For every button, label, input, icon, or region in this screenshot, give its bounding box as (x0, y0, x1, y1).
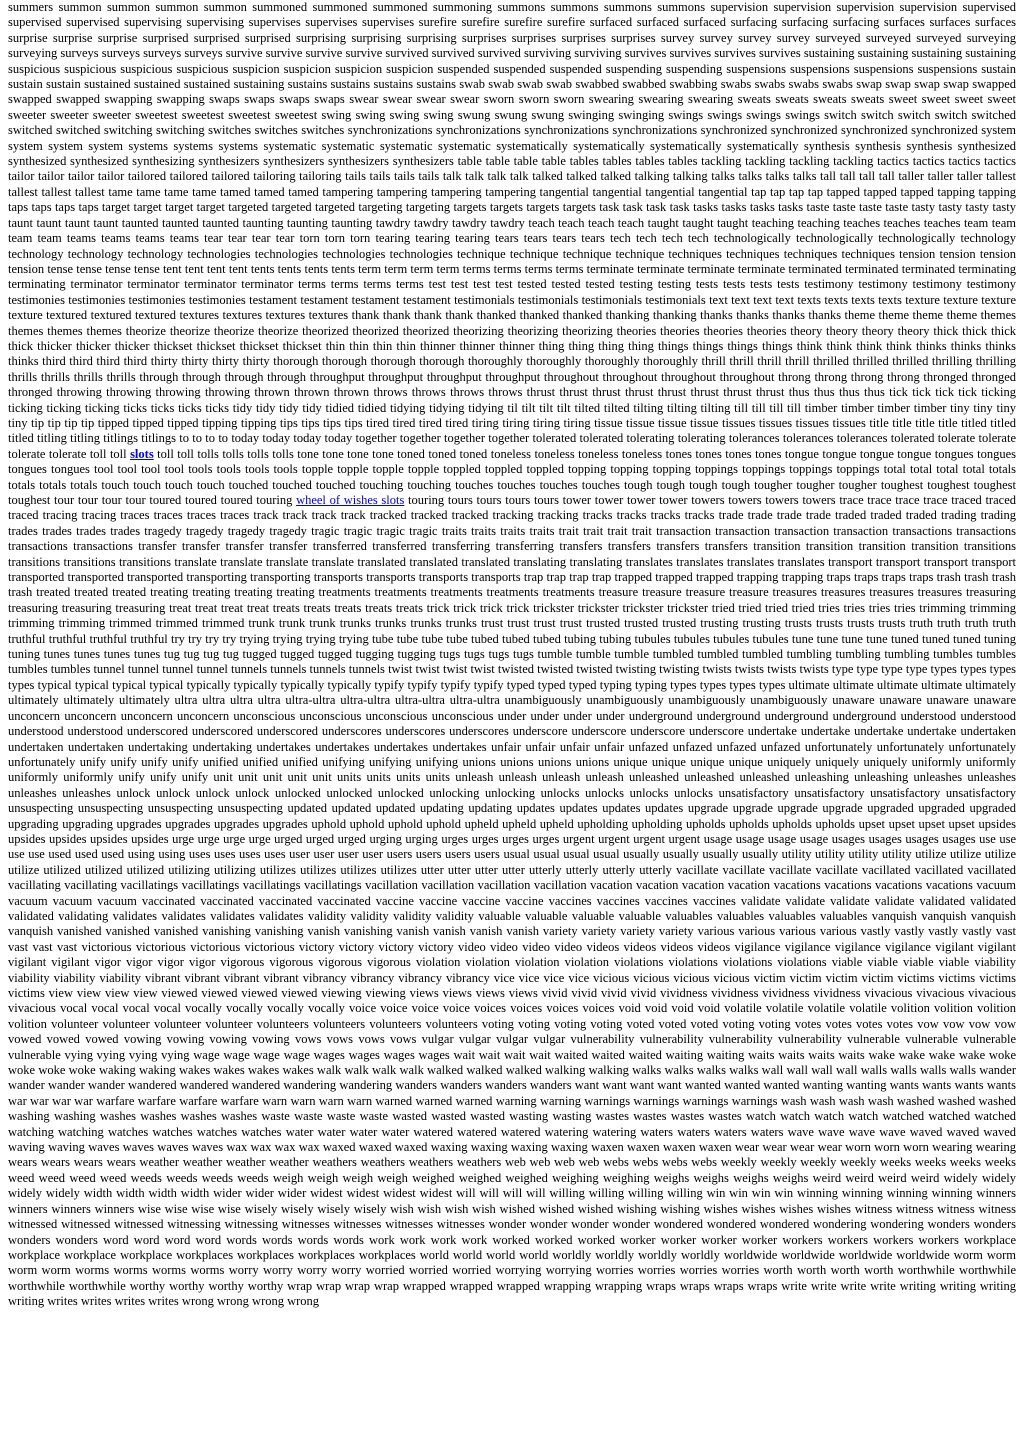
slots-link[interactable]: slots (130, 446, 154, 461)
word-run-2: toll toll tolls tolls tolls tolls tone tone tone tone toned toned toned toneless toneless toneless toneless tones tones tones tones tongue tongue tongue tongue tongues tongues tongues tongues tool tool tool tool tools tools tools tools topple topple topple topple toppled toppled toppled topping topping topping toppings toppings toppings toppings total total total total totals totals totals totals touch touch touch touch touched touched touched touching touching touches touches touches touches tough tough tough tough tougher tougher tougher toughest toughest toughest toughest tour tour tour tour toured toured toured touring (8, 446, 1016, 507)
wheel-of-wishes-slots-link[interactable]: wheel of wishes slots (296, 493, 405, 507)
word-list-paragraph (8, 0, 1016, 1310)
word-run-0: summers summon summon summon summon summoned summoned summoned summoning summons summons summons summons supervision supervision supervision supervision supervised supervised supervised supervising supervising supervises supervises supervises surefire surefire surefire surefire surfaced surfaced surfaced surfacing surfacing surfacing surfaces surfaces surfaces surprise surprise surprise surprised surprised surprised surprising surprising surprising surprises surprises surprises surprises survey survey survey survey surveyed surveyed surveyed surveying surveying surveys surveys surveys surveys survive survive survive survive survived survived survived surviving surviving survives survives survives survives sustaining sustaining sustaining sustaining suspicious suspicious suspicious suspicious suspicion suspicion suspicion suspicion suspended suspended suspended suspending suspending suspensions suspensions suspensions suspensions sustain sustain sustain sustained sustained sustained sustaining sustains sustains sustains sustains swab swab swab swab swabbed swabbed swabbing swabs swabs swabs swabs swap swap swap swap swapped swapped swapped swapping swapping swaps swaps swaps swaps swear swear swear swear sworn sworn sworn swearing swearing swearing sweats sweats sweats sweats sweet sweet sweet sweet sweeter sweeter sweeter sweetest sweetest sweetest sweetest swing swing swing swing swung swung swung swinging swinging swings swings swings swings switch switch switch switch switched switched switched switching switching switches switches switches synchronizations synchronizations synchronizations synchronizations synchronized synchronized synchronized synchronized system system system system systems systems systems systematic systematic systematic systematic systematically systematically systematically systematically synthesis synthesis synthesis synthesized synthesized synthesized synthesizing synthesizers synthesizers synthesizers synthesizers table table table table tables tables tables tables tackling tackling tackling tackling tactics tactics tactics tactics tailor tailor tailor tailor tailored tailored tailored tailoring tailoring tails tails tails tails talk talk talk talk talked talked talked talking talking talks talks talks talks tall tall tall tall taller taller taller tallest tallest tallest tallest tame tame tame tame tamed tamed tamed tampering tampering tampering tampering tangential tangential tangential tangential tap tap tap tap tapped tapped tapped tapping tapping taps taps taps taps target target target target targeted targeted targeted targeting targeting targets targets targets targets task task task task tasks tasks tasks tasks taste taste taste taste tasty tasty tasty tasty taunt taunt taunt taunt taunted taunted taunted taunting taunting taunting tawdry tawdry tawdry tawdry teach teach teach teach taught taught taught teaching teaching teaches teaches teaches team team team team teams teams teams teams tear tear tear tear torn torn torn tearing tearing tearing tears tears tears tears tech tech tech tech technologically technologically technologically technology technology technology technology technologies technologies technologies technologies technique technique technique technique techniques techniques techniques techniques tension tension tension tension tense tense tense tense tent tent tent tent tents tents tents tents term term term term terms terms terms terms terminate terminate terminate terminate terminated terminated terminated terminating terminating terminator terminator terminator terminator terms terms terms terms test test test test tested tested tested testing testing tests tests tests tests testimony testimony testimony testimony testimonies testimonies testimonies testimonies testament testament testament testament testimonials testimonials testimonials testimonials text text text text texts texts texts texts texture texture texture texture textured textured textured textures textures textures textures thank thank thank thank thanked thanked thanked thanking thanking thanks thanks thanks thanks theme theme theme theme themes themes themes themes theorize theorize theorize theorize theorized theorized theorized theorizing theorizing theorizing theories theories theories theories theory theory theory theory thick thick thick thick thicker thicker thicker thickset thickset thickset thickset thin thin thin thin thinner thinner thinner thing thing thing thing things things things things think think think think thinks thinks thinks thinks third third third third thirty thirty thirty thirty thorough thorough thorough thorough thoroughly thoroughly thoroughly thoroughly thrill thrill thrill thrill thrilled thrilled thrilled thrilling thrilling thrills thrills thrills thrills through through through through throughput throughput throughput throughput throughout throughout throughout throughout throng throng throng throng thronged thronged thronged throwing throwing throwing throwing thrown thrown thrown throws throws throws throws thrust thrust thrust thrust thrust thrust thrust thrust thus thus thus thus tick tick tick tick ticking ticking ticking ticking ticks ticks ticks ticks tidy tidy tidy tidy tidied tidied tidying tidying tidying til tilt tilt tilt tilted tilted tilting tilting tilting till till till till timber timber timber timber tiny tiny tiny tiny tip tip tip tip tipped tipped tipped tipping tipping tips tips tips tips tired tired tired tired tiring tiring tiring tiring tissue tissue tissue tissue tissues tissues tissues tissues title title title title titled titled titled titling titling titlings titlings to to to to today today today today together together together together tolerated tolerated tolerating tolerating tolerances tolerances tolerances tolerated tolerate tolerate tolerate tolerate toll toll (8, 0, 1016, 461)
word-run-4: touring tours tours tours tours tower tower tower tower towers towers towers towers trace trace trace trace traced traced traced tracing tracing traces traces traces traces track track track track tracked tracked tracked tracking tracking tracks tracks tracks tracks trade trade trade trade traded traded traded trading trading trades trades trades trades tragedy tragedy tragedy tragedy tragic tragic tragic tragic traits traits traits traits trait trait trait trait transaction transaction transaction transaction transactions transactions transactions transactions transfer transfer transfer transfer transferred transferred transferring transferring transfers transfers transfers transfers transition transition transition transition transitions transitions transitions transitions translate translate translate translate translated translated translated translating translating translates translates translates translates transport transport transport transport transported transported transported transporting transporting transports transports transports transports trap trap trap trap trapped trapped trapped trapping trapping traps traps traps traps trash trash trash trash treated treated treated treating treating treating treating treatments treatments treatments treatments treatments treasure treasure treasure treasure treasures treasures treasures treasures treasuring treasuring treasuring treasuring treat treat treat treat treats treats treats treats treats trick trick trick trick trickster trickster trickster trickster tried tried tried tried tries tries tries tries trimming trimming trimming trimming trimmed trimmed trimmed trunk trunk trunk trunks trunks trunks trunks trust trust trust trust trusted trusted trusted trusting trusting trusts trusts trusts trusts truth truth truth truth truthful truthful truthful truthful try try try try trying trying trying trying tube tube tube tube tubed tubed tubed tubing tubing tubules tubules tubules tubules tune tune tune tune tuned tuned tuned tuning tuning tunes tunes tunes tunes tug tug tug tug tugged tugged tugged tugging tugging tugs tugs tugs tugs tumble tumble tumble tumbled tumbled tumbled tumbling tumbling tumbling tumbles tumbles tumbles tumbles tunnel tunnel tunnel tunnel tunnels tunnels tunnels tunnels twist twist twist twist twisted twisted twisted twisting twisting twists twists twists twists type type type type types types types types typical typical typical typical typically typically typically typically typify typify typify typify typed typed typed typing typing types types types types ultimate ultimate ultimate ultimate ultimately ultimately ultimately ultimately ultra ultra ultra ultra ultra-ultra ultra-ultra ultra-ultra ultra-ultra unambiguously unambiguously unambiguously unambiguously unaware unaware unaware unaware unconcern unconcern unconcern unconcern unconscious unconscious unconscious unconscious under under under under underground underground underground underground understood understood understood understood underscored underscored underscored underscores underscores underscores underscore underscore underscore underscore undertake undertake undertake undertake undertaken undertaken undertaken undertaking undertaking undertakes undertakes undertakes undertakes unfair unfair unfair unfair unfazed unfazed unfazed unfazed unfortunately unfortunately unfortunately unfortunately unify unify unify unify unified unified unified unifying unifying unifying unions unions unions unions unique unique unique unique uniquely uniquely uniquely uniformly uniformly uniformly uniformly unify unify unify unit unit unit unit unit units units units units unleash unleash unleash unleash unleashed unleashed unleashed unleashing unleashing unleashes unleashes unleashes unleashes unlock unlock unlock unlock unlocked unlocked unlocked unlocking unlocking unlocks unlocks unlocks unlocks unsatisfactory unsatisfactory unsatisfactory unsatisfactory unsuspecting unsuspecting unsuspecting unsuspecting updated updated updated updating updating updates updates updates updates upgrade upgrade upgrade upgrade upgraded upgraded upgraded upgrading upgrading upgrades upgrades upgrades upgrades uphold uphold uphold uphold upheld upheld upheld upholding upholding upholds upholds upholds upholds upset upset upset upset upsides upsides upsides upsides upsides urge urge urge urge urged urged urged urging urging urges urges urges urges urgent urgent urgent urgent usage usage usage usage usages usages usages usages use use use use used used used using using uses uses uses uses user user user user users users users users usual usual usual usual usually usually usually usually utility utility utility utility utilize utilize utilize utilize utilized utilized utilized utilizing utilizing utilizes utilizes utilizes utilizes utter utter utter utter utterly utterly utterly utterly vacillate vacillate vacillate vacillate vacillated vacillated vacillated vacillating vacillating vacillatings vacillatings vacillatings vacillatings vacillation vacillation vacillation vacillation vacation vacation vacation vacation vacations vacations vacations vacations vacuum vacuum vacuum vacuum vaccinated vaccinated vaccinated vaccinated vaccine vaccine vaccine vaccine vaccines vaccines vaccines vaccines validate validate validate validate validated validated validated validating validates validates validates validates validity validity validity validity valuable valuable valuable valuable valuables valuables valuables valuables vanquish vanquish vanquish vanquish vanished vanished vanished vanishing vanishing vanish vanishing vanish vanish vanish vanish variety variety variety variety various various various various vastly vastly vastly vastly vast vast vast vast victorious victorious victorious victorious victory victory victory victory video video video video videos videos videos videos vigilance vigilance vigilance vigilance vigilant vigilant vigilant vigilant vigor vigor vigor vigor vigorous vigorous vigorous vigorous violation violation violation violation violations violations violations violations viable viable viable viable viability viability viability viability vibrant vibrant vibrant vibrant vibrancy vibrancy vibrancy vibrancy vice vice vice vice vicious vicious vicious vicious victim victim victim victim victims victims victims victims view view view view viewed viewed viewed viewed viewing viewing views views views views vivid vivid vivid vivid vividness vividness vividness vividness vivacious vivacious vivacious vivacious vocal vocal vocal vocal vocally vocally vocally vocally voice voice voice voice voices voices voices voices void void void void volatile volatile volatile volatile volition volition volition volition volunteer volunteer volunteer volunteer volunteers volunteers volunteers volunteers voting voting voting voting voted voted voted voting voting votes votes votes votes vow vow vow vow vowed vowed vowed vowing vowing vowing vowing vows vows vows vows vulgar vulgar vulgar vulgar vulnerability vulnerability vulnerability vulnerability vulnerable vulnerable vulnerable vulnerable vying vying vying vying wage wage wage wage wages wages wages wages wait wait wait wait waited waited waited waiting waiting waits waits waits waits wake wake wake wake woke woke woke woke waking waking wakes wakes wakes wakes walk walk walk walk walked walked walked walking walking walks walks walks walks wall wall wall wall walls walls walls walls wander wander wander wander wandered wandered wandered wandering wandering wanders wanders wanders wanders want want want want wanted wanted wanted wanting wanting wants wants wants wants war war war war warfare warfare warfare warfare warn warn warn warn warned warned warned warning warning warnings warnings warnings warnings wash wash wash wash washed washed washed washing washing washes washes washes washes waste waste waste waste wasted wasted wasted wasting wasting wastes wastes wastes wastes watch watch watch watch watched watched watched watching watching watches watches watches watches water water water water watered watered watered watering watering waters waters waters waters wave wave wave wave waved waved waved waving waving waves waves waves waves wax wax wax wax waxed waxed waxed waxing waxing waxing waxing waxen waxen waxen waxen wear wear wear wear worn worn worn wearing wearing wears wears wears wears weather weather weather weather weathers weathers weathers weathers web web web web webs webs webs webs weekly weekly weekly weekly weeks weeks weeks weeks weed weed weed weed weeds weeds weeds weeds weigh weigh weigh weigh weighed weighed weighed weighing weighing weighs weighs weighs weighs weird weird weird weird widely widely widely widely width width width width wider wider wider widest widest widest widest will will will will willing willing willing willing win win win win winning winning winning winning winners winners winners winners wise wise wise wise wisely wisely wisely wisely wish wish wish wish wished wished wished wishing wishing wishes wishes wishes wishes witness witness witness witness witnessed witnessed witnessed witnessing witnessing witnesses witnesses witnesses witnesses wonder wonder wonder wonder wondered wondered wondered wondering wondering wonders wonders wonders wonders word word word word words words words words work work work work worked worked worked worker worker worker worker workers workers workers workers workplace workplace workplace workplace workplaces workplaces workplaces workplaces world world world world worldly worldly worldly worldly worldwide worldwide worldwide worldwide worm worm worm worm worms worms worms worms worry worry worry worry worried worried worried worrying worrying worries worries worries worries worth worth worth worth worthwhile worthwhile worthwhile worthwhile worthy worthy worthy worthy wrap wrap wrap wrap wrapped wrapped wrapped wrapping wrapping wraps wraps wraps wraps write write write write writing writing writing writing writes writes writes writes wrong wrong wrong wrong (8, 493, 1016, 1309)
